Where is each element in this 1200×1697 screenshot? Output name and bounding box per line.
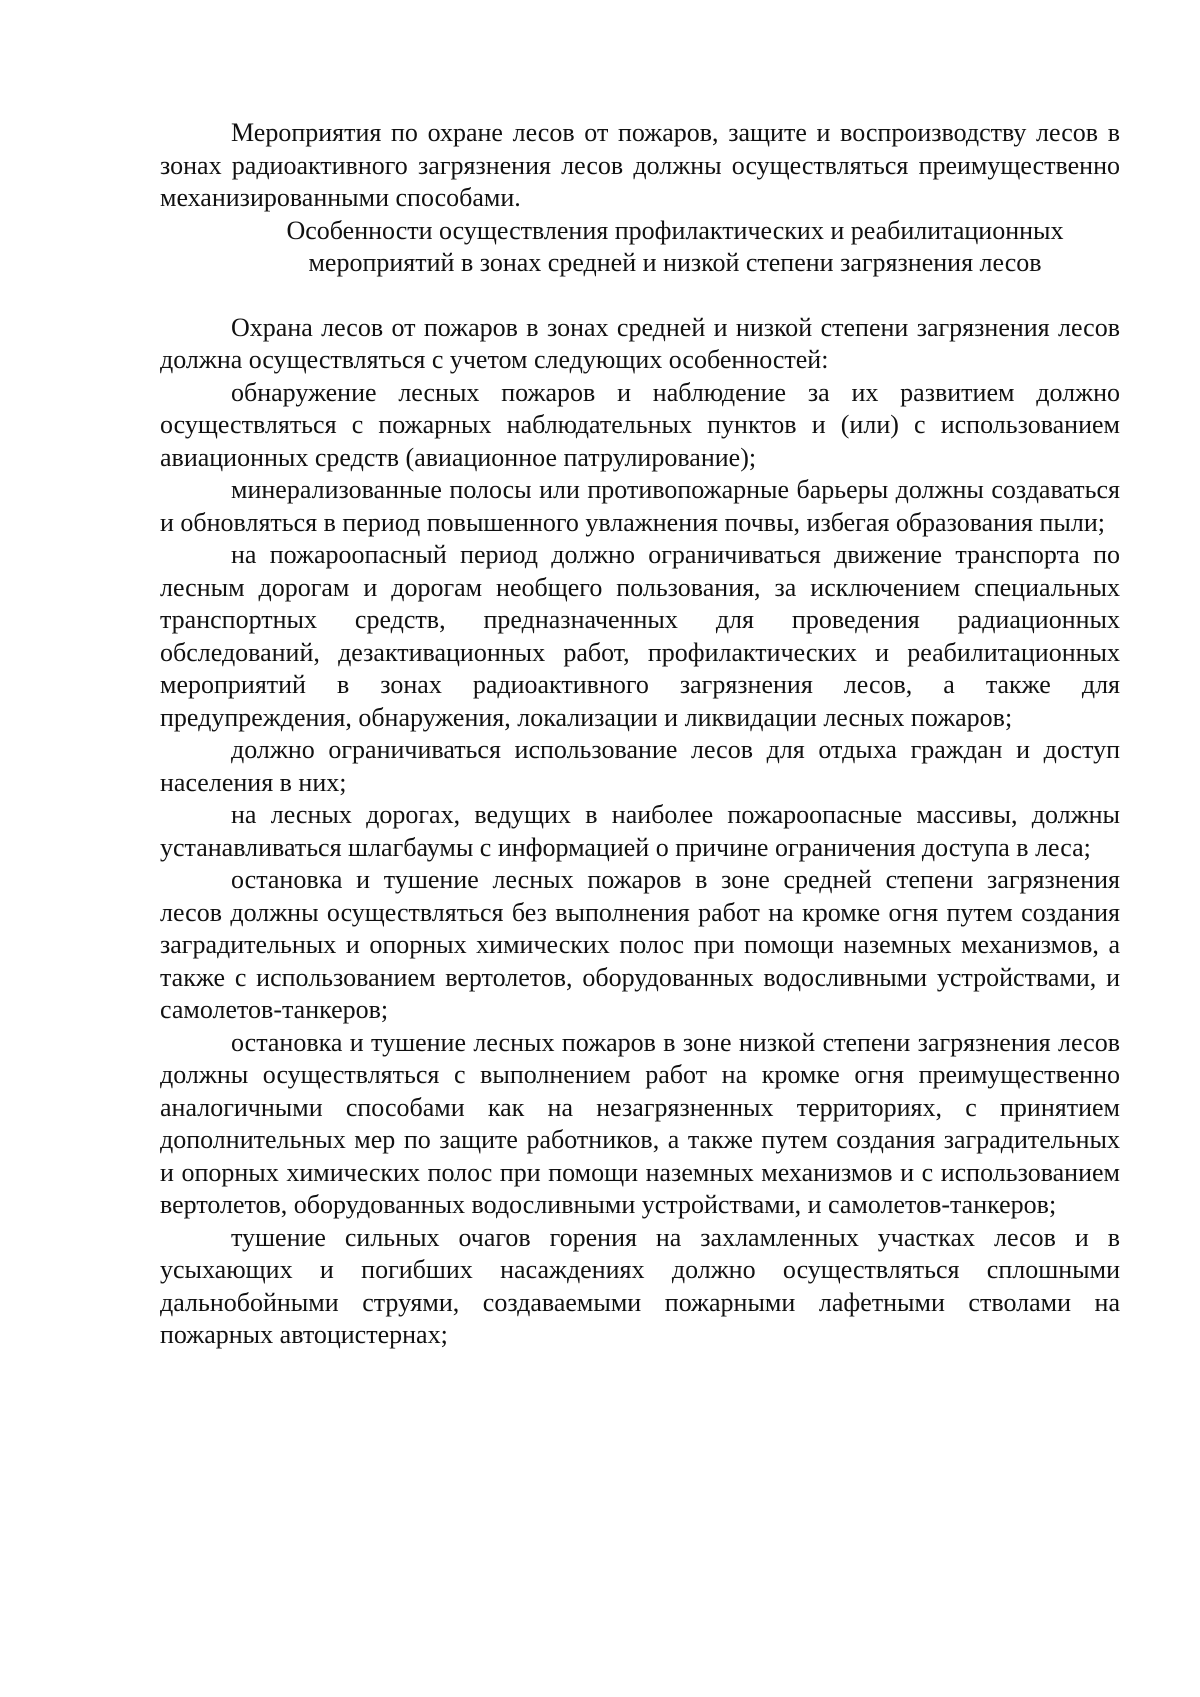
paragraph-low-zone-suppression: остановка и тушение лесных пожаров в зоне низкой степени загрязнения лесов должны осуществляться с выполнением работ на кромке огня преимущественно аналогичными способами как на незагрязненных территориях, с принятием дополнительных мер по защите работников, а также путем создания заградительных и опорных химических полос при помощи наземных механизмов и с использованием вертолетов, оборудованных водосливными устройствами, и самолетов-танкеров; [160, 1027, 1120, 1219]
paragraph-lead: Охрана лесов от пожаров в зонах средней и низкой степени загрязнения лесов должна осуществляться с учетом следующих особенностей: [160, 312, 1120, 374]
paragraph-detection: обнаружение лесных пожаров и наблюдение за их развитием должно осуществляться с пожарных наблюдательных пунктов и (или) с использованием авиационных средств (авиационное патрулирование); [160, 377, 1120, 472]
section-spacer [160, 280, 1120, 312]
section-heading [160, 215, 1120, 280]
paragraph-barriers: на лесных дорогах, ведущих в наиболее пожароопасные массивы, должны устанавливаться шлагбаумы с информацией о причине ограничения доступа в леса; [160, 800, 1120, 862]
paragraph-transport-restriction: на пожароопасный период должно ограничиваться движение транспорта по лесным дорогам и дорогам необщего пользования, за исключением специальных транспортных средств, предназначенных для проведения радиационных обследований, дезактивационных работ, профилактических и реабилитационных мероприятий в зонах радиоактивного загрязнения лесов, а также для предупреждения, обнаружения, локализации и ликвидации лесных пожаров; [160, 540, 1120, 732]
paragraph-strong-fires: тушение сильных очагов горения на захламленных участках лесов и в усыхающих и погибших насаждениях должно осуществляться сплошными дальнобойными струями, создаваемыми пожарными лафетными стволами на пожарных автоцистернах; [160, 1222, 1120, 1349]
section-heading-line-1: Особенности осуществления профилактических и реабилитационных [286, 215, 1064, 245]
paragraph-mineral-strips: минерализованные полосы или противопожарные барьеры должны создаваться и обновляться в период повышенного увлажнения почвы, избегая образования пыли; [160, 475, 1120, 537]
paragraph-medium-zone-suppression: остановка и тушение лесных пожаров в зоне средней степени загрязнения лесов должны осуществляться без выполнения работ на кромке огня путем создания заградительных и опорных химических полос при помощи наземных механизмов, а также с использованием вертолетов, оборудованных водосливными устройствами, и самолетов-танкеров; [160, 865, 1120, 1024]
section-heading-line-2: мероприятий в зонах средней и низкой степени загрязнения лесов [308, 248, 1042, 277]
intro-paragraph: Мероприятия по охране лесов от пожаров, защите и воспроизводству лесов в зонах радиоактивного загрязнения лесов должны осуществляться преимущественно механизированными способами. [160, 118, 1120, 212]
paragraph-recreation-restriction: должно ограничиваться использование лесов для отдыха граждан и доступ населения в них; [160, 735, 1120, 797]
document-page [160, 117, 1120, 1352]
